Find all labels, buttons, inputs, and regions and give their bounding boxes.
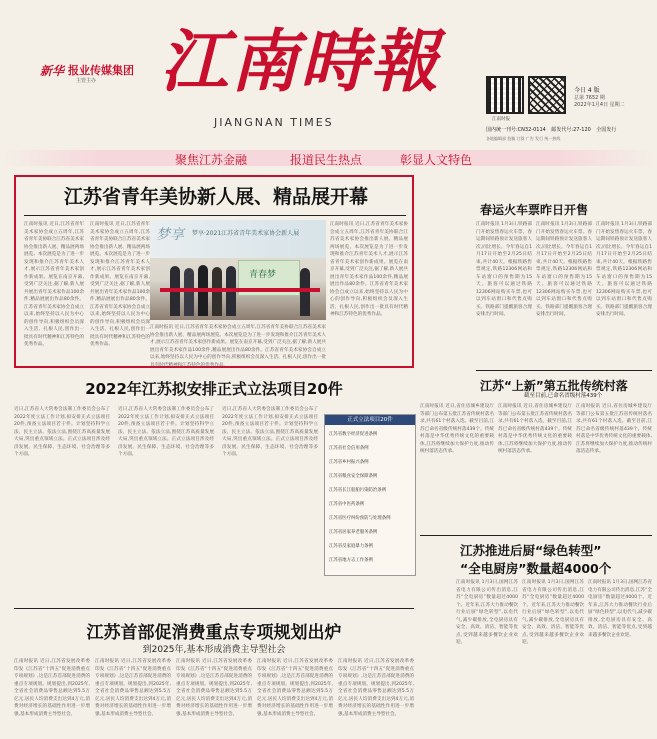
- slogan-3: 彰显人文特色: [400, 153, 473, 167]
- right-story-2-headline: 江苏“上新”第五批传统村落: [480, 379, 628, 393]
- slogan-bar: [0, 150, 657, 166]
- bottom-story: [14, 612, 414, 737]
- mid-body-b: 近日,江苏省人大常委会法制工作委员会公布了2022年度立法工作计划,拟安排正式立法项目20件,预备立法项目若干件。计划坚持科学立法、民主立法、依法立法,围绕江苏高质量发展大局,突出重点领域立法。正式立法项目涉及经济发展、民生保障、生态环境、社会治理等多个方面。: [118, 407, 214, 457]
- postal-code: 邮发代号:27-120: [551, 127, 591, 133]
- issue-info: [574, 86, 654, 109]
- slogan-1: 聚焦江苏金融: [175, 153, 248, 167]
- masthead-title: 江南時報: [160, 22, 441, 102]
- masthead: [0, 0, 657, 140]
- law-table-row: 江苏省反家庭暴力条例: [329, 544, 373, 549]
- law-table-row: 江苏省居家养老服务条例: [329, 530, 378, 535]
- right-story-2-body-a: 江南时报讯 近日,省住房城乡建设厅等部门公布第五批江苏省传统村落名录,共有61个村落入选。截至目前,江苏已命名省级传统村落439个。传统村落是中华优秀传统文化的重要载体,江苏将继续加大保护力度,推动传统村落活态传承。: [420, 404, 494, 454]
- lead-body-under-photo: 江南时报讯 近日,江苏省青年美术家协会成立五周年,江苏省青年美协联合江苏省美术家协会推出新人展、精品展两场展览。本次展览是为了进一步发现和推介江苏青年美术人才,展示江苏省青年美术家创作新成果。展览在南京开幕,受到广泛关注,据了解,新人展共展出青年美术家作品100余件,精品展展出作品80余件。江苏省青年美术家协会自成立以来,始终坚持以人民为中心的创作导向,积极组织会员深入生活、扎根人民,创作出一批具有时代精神和江苏特色的优秀作品。: [150, 325, 326, 368]
- right-story-2-body-c: 江南时报讯 近日,省住房城乡建设厅等部门公布第五批江苏省传统村落名录,共有61个村落入选。截至目前,江苏已命名省级传统村落439个。传统村落是中华优秀传统文化的重要载体,江苏将继续加大保护力度,推动传统村落活态传承。: [576, 404, 652, 454]
- mid-story-rule: [14, 608, 414, 609]
- photo-person: [300, 268, 310, 316]
- right-story-3-body-c: 江南时报讯 1月3日,国网江苏省电力有限公司传出消息,江苏“全电厨房”数量超过4000个。近年来,江苏大力推动餐饮行业后厨“绿色转型”,以电代气,减少碳排放,全电厨房具有安全、高效、清洁、智能等优点,受到越来越多餐饮企业欢迎。: [588, 580, 652, 638]
- qr-code-2: [528, 76, 566, 114]
- bottom-subhead: 到2025年,基本形成消费主导型社会: [142, 645, 286, 655]
- lead-photo: [150, 220, 326, 320]
- mid-body-a: 近日,江苏省人大常委会法制工作委员会公布了2022年度立法工作计划,拟安排正式立法项目20件,预备立法项目若干件。计划坚持科学立法、民主立法、依法立法,围绕江苏高质量发展大局,突出重点领域立法。正式立法项目涉及经济发展、民生保障、生态环境、社会治理等多个方面。: [14, 407, 110, 457]
- right-story-2-body-b: 江南时报讯 近日,省住房城乡建设厅等部门公布第五批江苏省传统村落名录,共有61个村落入选。截至目前,江苏已命名省级传统村落439个。传统村落是中华优秀传统文化的重要载体,江苏将继续加大保护力度,推动传统村落活态传承。: [498, 404, 572, 454]
- bottom-headline: 江苏首部促消费重点专项规划出炉: [86, 623, 342, 643]
- law-table-row: 江苏省中医药条例: [329, 502, 365, 507]
- bottom-body-e: 江南时报讯 近日,江苏省发展改革委印发《江苏省“十四五”促进消费重点专项规划》,这是江苏首部促进消费的重点专项规划。规划提出,到2025年,全省社会消费品零售总额达到5.5万亿元,居民人均消费支出达到4万元,消费对经济增长的基础性作用进一步增强,基本形成消费主导型社会。: [338, 659, 414, 717]
- pages-count: 今日 4 版: [574, 87, 600, 94]
- right-story-2-subhead: 截至目前,已命名省级村落439个: [524, 393, 603, 399]
- masthead-title-latin: JIANGNAN TIMES: [214, 116, 334, 129]
- right-story-1-rule: [476, 370, 652, 371]
- slogan-2: 报道民生热点: [290, 153, 363, 167]
- lead-headline: 江苏省青年美协新人展、精品展开幕: [63, 186, 368, 208]
- law-table-row: 江苏省数字经济促进条例: [329, 432, 378, 437]
- mid-story: [14, 372, 414, 612]
- law-table: [324, 414, 416, 576]
- photo-poster-left: 梦享: [156, 227, 184, 243]
- law-table-row: 江苏省粮食安全保障条例: [329, 474, 378, 479]
- mid-body-c: 近日,江苏省人大常委会法制工作委员会公布了2022年度立法工作计划,拟安排正式立法项目20件,预备立法项目若干件。计划坚持科学立法、民主立法、依法立法,围绕江苏高质量发展大局,突出重点领域立法。正式立法项目涉及经济发展、民生保障、生态环境、社会治理等多个方面。: [222, 407, 318, 457]
- issue-date: 2022年1月4日 星期二: [574, 102, 625, 108]
- group-sub: 主管主办: [76, 78, 97, 84]
- law-table-row: 江苏省医疗纠纷预防与处理条例: [329, 516, 391, 521]
- right-story-3-headline: 江苏推进后厨“绿色转型”: [460, 543, 602, 558]
- right-story-1-body-c: 江南时报讯 1月3日,铁路部门开始发售春运火车票。春运期间铁路预计发送旅客人次,同比增长。今年春运自1月17日开始至2月25日结束,共计40天。根据铁路售票规定,铁路12306网站和车站窗口的预售期为15天。旅客可以通过铁路12306网站购买车票,也可以到车站窗口和代售点购买。铁路部门提醒旅客合理安排出行时间。: [596, 222, 652, 317]
- law-table-title: 正式立法项目20件: [325, 415, 415, 425]
- issue-number: 总第 7652 期: [574, 95, 605, 101]
- lead-headline-rule: [24, 215, 406, 216]
- release-scope: 全国发行: [596, 127, 617, 133]
- lead-story-box: [14, 175, 414, 368]
- group-logo: [40, 58, 150, 92]
- group-name: 报业传媒集团: [68, 64, 134, 77]
- right-column: [420, 175, 652, 735]
- publication-line: [486, 127, 656, 134]
- photo-ribbon: [160, 288, 320, 292]
- mid-headline: 2022年江苏拟安排正式立法项目20件: [85, 380, 343, 398]
- lead-body-left: 江南时报讯 近日,江苏省青年美术家协会成立五周年,江苏省青年美协联合江苏省美术家协会推出新人展、精品展两场展览。本次展览是为了进一步发现和推介江苏青年美术人才,展示江苏省青年美术家创作新成果。展览在南京开幕,受到广泛关注,据了解,新人展共展出青年美术家作品100余件,精品展展出作品80余件。江苏省青年美术家协会自成立以来,始终坚持以人民为中心的创作导向,积极组织会员深入生活、扎根人民,创作出一批具有时代精神和江苏特色的优秀作品。: [24, 222, 84, 347]
- law-table-row: 江苏省地方志工作条例: [329, 558, 373, 563]
- law-table-row: 江苏省社会信用条例: [329, 446, 369, 451]
- right-story-1-body-a: 江南时报讯 1月3日,铁路部门开始发售春运火车票。春运期间铁路预计发送旅客人次,同比增长。今年春运自1月17日开始至2月25日结束,共计40天。根据铁路售票规定,铁路12306网站和车站窗口的预售期为15天。旅客可以通过铁路12306网站购买车票,也可以到车站窗口和代售点购买。铁路部门提醒旅客合理安排出行时间。: [476, 222, 532, 317]
- right-story-3-body-a: 江南时报讯 1月3日,国网江苏省电力有限公司传出消息,江苏“全电厨房”数量超过4000个。近年来,江苏大力推动餐饮行业后厨“绿色转型”,以电代气,减少碳排放,全电厨房具有安全、高效、清洁、智能等优点,受到越来越多餐饮企业欢迎。: [456, 580, 518, 645]
- qr-code: [486, 76, 524, 114]
- bottom-body-d: 江南时报讯 近日,江苏省发展改革委印发《江苏省“十四五”促进消费重点专项规划》,这是江苏首部促进消费的重点专项规划。规划提出,到2025年,全省社会消费品零售总额达到5.5万亿元,居民人均消费支出达到4万元,消费对经济增长的基础性作用进一步增强,基本形成消费主导型社会。: [257, 659, 333, 717]
- lead-body-mid: 江南时报讯 近日,江苏省青年美术家协会成立五周年,江苏省青年美协联合江苏省美术家协会推出新人展、精品展两场展览。本次展览是为了进一步发现和推介江苏青年美术人才,展示江苏省青年美术家创作新成果。展览在南京开幕,受到广泛关注,据了解,新人展共展出青年美术家作品100余件,精品展展出作品80余件。江苏省青年美术家协会自成立以来,始终坚持以人民为中心的创作导向,积极组织会员深入生活、扎根人民,创作出一批具有时代精神和江苏特色的优秀作品。: [90, 222, 150, 347]
- right-story-3-headline2: “全电厨房”数量超4000个: [460, 561, 612, 576]
- right-story-1-headline: 春运火车票昨日开售: [480, 203, 589, 217]
- bottom-body-b: 江南时报讯 近日,江苏省发展改革委印发《江苏省“十四五”促进消费重点专项规划》,这是江苏首部促进消费的重点专项规划。规划提出,到2025年,全省社会消费品零售总额达到5.5万亿元,居民人均消费支出达到4万元,消费对经济增长的基础性作用进一步增强,基本形成消费主导型社会。: [95, 659, 171, 717]
- photo-poster-right: 青春梦: [249, 270, 277, 280]
- qr-label: 江南时报: [492, 117, 510, 122]
- right-story-2-rule: [420, 535, 652, 536]
- lead-body-right: 江南时报讯 近日,江苏省青年美术家协会成立五周年,江苏省青年美协联合江苏省美术家协会推出新人展、精品展两场展览。本次展览是为了进一步发现和推介江苏青年美术人才,展示江苏省青年美术家创作新成果。展览在南京开幕,受到广泛关注,据了解,新人展共展出青年美术家作品100余件,精品展展出作品80余件。江苏省青年美术家协会自成立以来,始终坚持以人民为中心的创作导向,积极组织会员深入生活、扎根人民,创作出一批具有时代精神和江苏特色的优秀作品。: [330, 222, 408, 317]
- law-table-list: [329, 428, 413, 568]
- photo-person: [184, 268, 194, 316]
- group-mark: 新华: [40, 64, 65, 78]
- info-line: 各地编辑部 投稿 订阅 广告 发行 统一热线: [486, 136, 561, 141]
- right-story-3-body-b: 江南时报讯 1月3日,国网江苏省电力有限公司传出消息,江苏“全电厨房”数量超过4000个。近年来,江苏大力推动餐饮行业后厨“绿色转型”,以电代气,减少碳排放,全电厨房具有安全、高效、清洁、智能等优点,受到越来越多餐饮企业欢迎。: [522, 580, 584, 645]
- photo-caption: 梦享·2021江苏省青年美术家协会新人展: [192, 230, 300, 237]
- law-table-row: 江苏省长江船舶污染防治条例: [329, 488, 387, 493]
- right-story-1-body-b: 江南时报讯 1月3日,铁路部门开始发售春运火车票。春运期间铁路预计发送旅客人次,同比增长。今年春运自1月17日开始至2月25日结束,共计40天。根据铁路售票规定,铁路12306网站和车站窗口的预售期为15天。旅客可以通过铁路12306网站购买车票,也可以到车站窗口和代售点购买。铁路部门提醒旅客合理安排出行时间。: [536, 222, 592, 317]
- law-table-row: 江苏省乡村振兴条例: [329, 460, 369, 465]
- bottom-body-a: 江南时报讯 近日,江苏省发展改革委印发《江苏省“十四五”促进消费重点专项规划》,这是江苏首部促进消费的重点专项规划。规划提出,到2025年,全省社会消费品零售总额达到5.5万亿元,居民人均消费支出达到4万元,消费对经济增长的基础性作用进一步增强,基本形成消费主导型社会。: [14, 659, 90, 717]
- cn-number: 国内统一刊号:CN32-0114: [486, 127, 546, 133]
- bottom-body-c: 江南时报讯 近日,江苏省发展改革委印发《江苏省“十四五”促进消费重点专项规划》,这是江苏首部促进消费的重点专项规划。规划提出,到2025年,全省社会消费品零售总额达到5.5万亿元,居民人均消费支出达到4万元,消费对经济增长的基础性作用进一步增强,基本形成消费主导型社会。: [176, 659, 252, 717]
